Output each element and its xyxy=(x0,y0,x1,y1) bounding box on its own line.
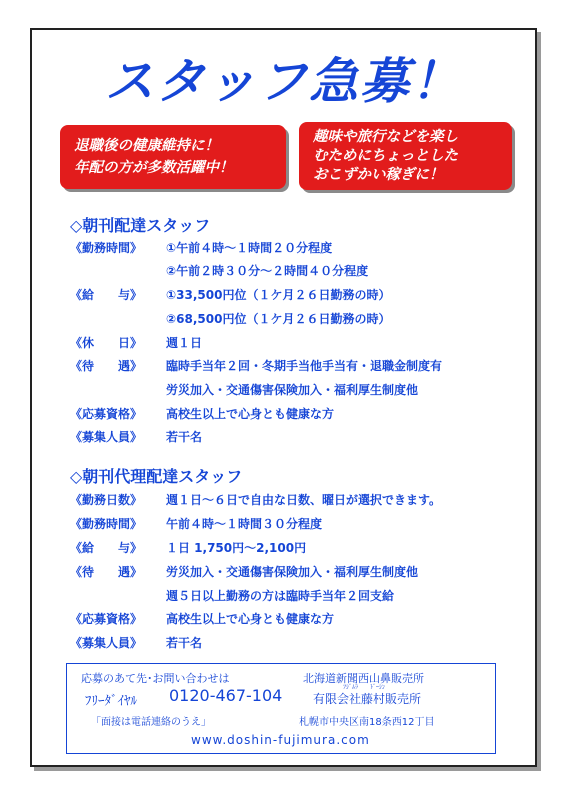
row-label: 《休 日》 xyxy=(70,336,143,350)
row-value-continued: ②午前２時３０分～２時間４０分程度 xyxy=(166,264,369,278)
info-row xyxy=(70,635,202,651)
row-value: 午前４時～１時間３０分程度 xyxy=(166,517,323,531)
row-value: 高校生以上で心身とも健康な方 xyxy=(166,407,335,421)
interview-note: 「面接は電話連絡のうえ」 xyxy=(91,717,211,728)
website-link[interactable]: www.doshin-fujimura.com xyxy=(191,733,370,747)
info-row xyxy=(70,335,202,351)
address: 札幌市中央区南18条西12丁目 xyxy=(299,717,435,728)
info-row xyxy=(70,406,334,422)
row-value: 若干名 xyxy=(166,430,203,444)
info-row xyxy=(70,564,418,580)
row-label: 《待 遇》 xyxy=(70,359,143,373)
row-value: 臨時手当年２回・冬期手当他手当有・退職金制度有 xyxy=(166,359,443,373)
badge-line: むためにちょっとした xyxy=(313,148,458,164)
row-label: 《勤務日数》 xyxy=(70,493,143,507)
row-label: 《勤務時間》 xyxy=(70,517,143,531)
flyer-frame xyxy=(30,28,537,767)
row-value-continued: 週５日以上勤務の方は臨時手当年２回支給 xyxy=(166,589,395,603)
flyer-title: スタッフ急募！ xyxy=(104,53,462,110)
badge-line: 退職後の健康維持に！ xyxy=(74,138,219,154)
badge-retirement xyxy=(60,125,286,189)
row-label: 《応募資格》 xyxy=(70,407,143,421)
row-label: 《募集人員》 xyxy=(70,636,143,650)
info-row xyxy=(70,358,442,374)
info-row xyxy=(70,287,390,303)
row-value: 週１日～６日で自由な日数、曜日が選択できます。 xyxy=(166,493,442,507)
section-title-morning-delivery: ◇朝刊配達スタッフ xyxy=(70,216,211,235)
badge-line: おこずかい稼ぎに！ xyxy=(313,167,444,183)
row-label: 《応募資格》 xyxy=(70,612,143,626)
contact-box xyxy=(66,663,496,754)
badge-line: 年配の方が多数活躍中！ xyxy=(74,160,234,176)
info-row xyxy=(70,492,441,508)
row-value: 労災加入・交通傷害保険加入・福利厚生制度他 xyxy=(166,565,419,579)
company-furigana: ﾌｼﾞﾑﾗ ﾄﾞｰｼﾝ xyxy=(343,684,386,691)
info-row xyxy=(70,611,334,627)
section-title-substitute-delivery: ◇朝刊代理配達スタッフ xyxy=(70,467,243,486)
info-row xyxy=(70,516,322,532)
row-value: １日 1,750円～2,100円 xyxy=(166,541,307,555)
row-label: 《給 与》 xyxy=(70,541,143,555)
row-label: 《募集人員》 xyxy=(70,430,143,444)
badge-hobby xyxy=(299,122,512,190)
info-row xyxy=(70,240,332,256)
office-name: 北海道新聞西山鼻販売所 xyxy=(303,672,424,685)
inquiry-text: 応募のあて先･お問い合わせは xyxy=(81,672,230,685)
row-value: ①33,500円位（１ケ月２６日勤務の時） xyxy=(166,288,391,302)
row-label: 《待 遇》 xyxy=(70,565,143,579)
row-value: 週１日 xyxy=(166,336,203,350)
freedial-label: ﾌﾘｰﾀﾞｲﾔﾙ xyxy=(85,694,137,709)
company-name: 有限会社藤村販売所 xyxy=(313,692,422,706)
row-value: 若干名 xyxy=(166,636,203,650)
row-value: 高校生以上で心身とも健康な方 xyxy=(166,612,335,626)
row-label: 《勤務時間》 xyxy=(70,241,143,255)
badge-line: 趣味や旅行などを楽し xyxy=(313,129,458,145)
row-value-continued: 労災加入・交通傷害保険加入・福利厚生制度他 xyxy=(166,383,419,397)
row-value: ①午前４時～１時間２０分程度 xyxy=(166,241,333,255)
row-label: 《給 与》 xyxy=(70,288,143,302)
info-row xyxy=(70,429,202,445)
row-value-continued: ②68,500円位（１ケ月２６日勤務の時） xyxy=(166,312,391,326)
phone-number[interactable]: 0120-467-104 xyxy=(169,686,283,705)
info-row xyxy=(70,540,306,556)
